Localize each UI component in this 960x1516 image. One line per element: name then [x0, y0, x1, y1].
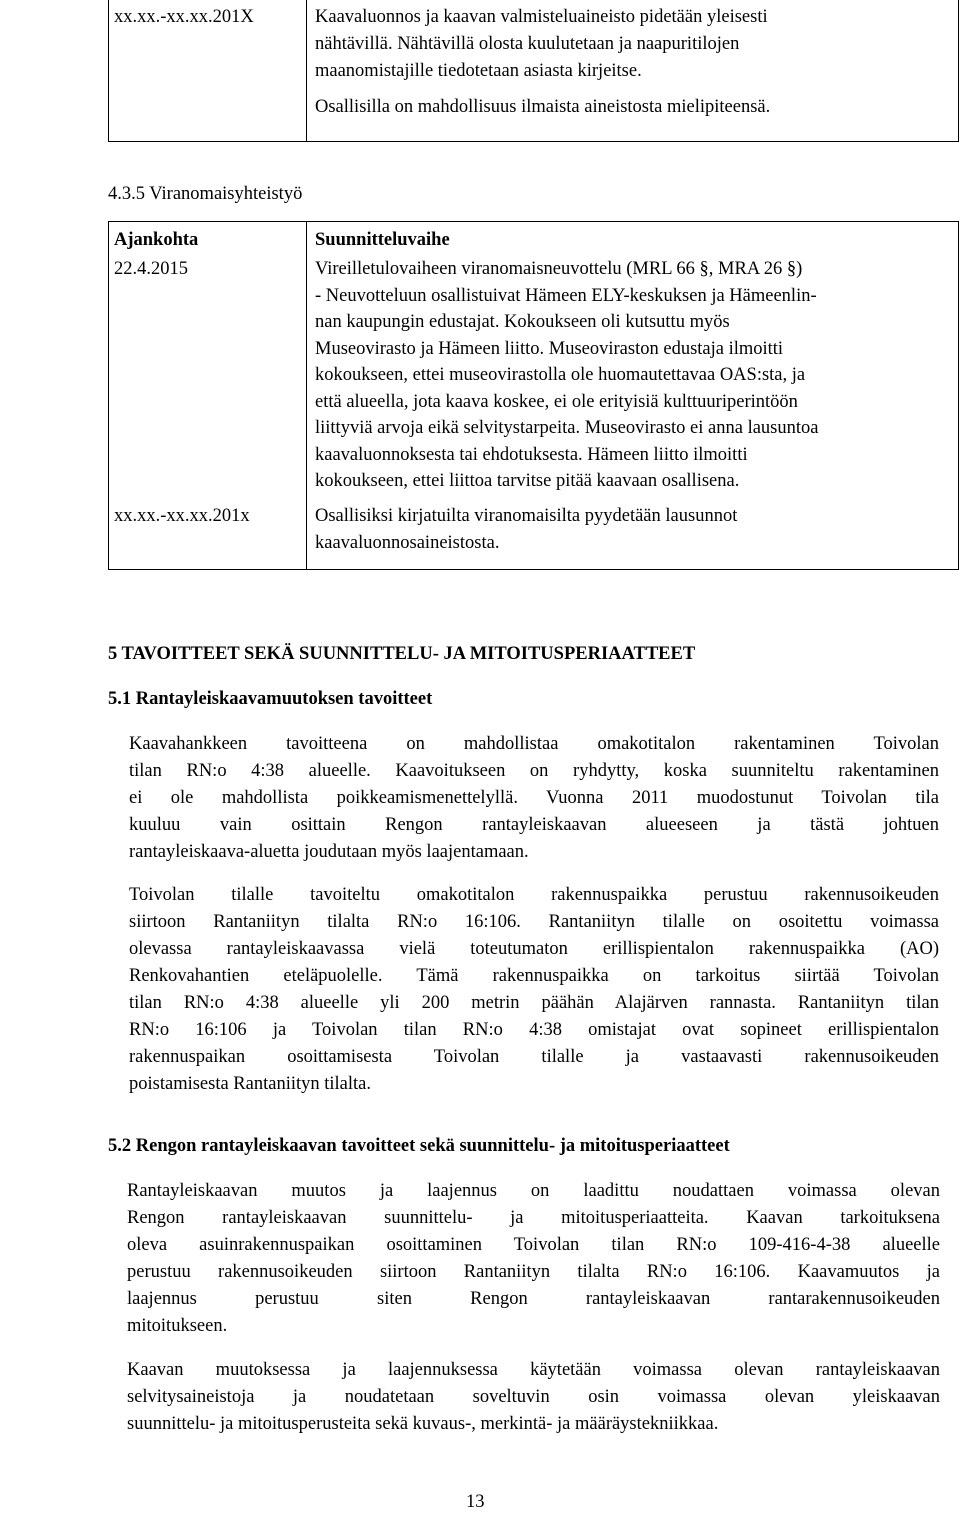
- row2-date: xx.xx.-xx.xx.201x: [114, 506, 250, 526]
- paragraph-5-1-b: [129, 882, 939, 1098]
- table-divider: [306, 221, 307, 570]
- row1-line: - Neuvotteluun osallistuivat Hämeen ELY-keskuksen ja Hämeenlin-: [315, 286, 817, 306]
- text-line: kuuluu vain osittain Rengon rantayleiskaavan alueeseen ja tästä johtuen: [129, 815, 939, 835]
- section-heading-5-2: 5.2 Rengon rantayleiskaavan tavoitteet sekä suunnittelu- ja mitoitusperiaatteet: [108, 1136, 730, 1156]
- paragraph-5-2-b: [127, 1357, 940, 1438]
- text-line: perustuu rakennusoikeuden siirtoon Rantaniityn tilalta RN:o 16:106. Kaavamuutos ja: [127, 1262, 940, 1282]
- row1-date: 22.4.2015: [114, 259, 188, 279]
- row1-line: kokoukseen, ettei liittoa tarvitse pitää kaavaan osallisena.: [315, 471, 740, 491]
- text-line: Rantayleiskaavan muutos ja laajennus on laadittu noudattaen voimassa olevan: [127, 1181, 940, 1201]
- text-line: Kaavahankkeen tavoitteena on mahdollistaa omakotitalon rakentaminen Toivolan: [129, 734, 939, 754]
- text-line: poistamisesta Rantaniityn tilalta.: [129, 1074, 371, 1094]
- text-line: laajennus perustuu siten Rengon rantayleiskaavan rantarakennusoikeuden: [127, 1289, 940, 1309]
- row1-line: Vireilletulovaiheen viranomaisneuvottelu (MRL 66 §, MRA 26 §): [315, 259, 803, 279]
- text-line: RN:o 16:106 ja Toivolan tilan RN:o 4:38 omistajat ovat sopineet erillispientalon: [129, 1020, 939, 1040]
- row1-line: liittyviä arvoja eikä selvitystarpeita. Museovirasto ei anna lausuntoa: [315, 418, 819, 438]
- row1-line: kaavaluonnoksesta tai ehdotuksesta. Hämeen liitto ilmoitti: [315, 445, 748, 465]
- row1-line: nan kaupungin edustajat. Kokoukseen oli kutsuttu myös: [315, 312, 730, 332]
- table1-line: Kaavaluonnos ja kaavan valmisteluaineisto pidetään yleisesti: [315, 7, 768, 27]
- paragraph-5-1-a: [129, 731, 939, 866]
- row1-line: että alueella, jota kaava koskee, ei ole erityisiä kulttuuriperintöön: [315, 392, 798, 412]
- text-line: ei ole mahdollista poikkeamismenettelyllä. Vuonna 2011 muodostunut Toivolan tila: [129, 788, 939, 808]
- table1-date: xx.xx.-xx.xx.201X: [114, 7, 254, 27]
- text-line: Rengon rantayleiskaavan suunnittelu- ja mitoitusperiaatteita. Kaavan tarkoituksena: [127, 1208, 940, 1228]
- text-line: selvitysaineistoja ja noudatetaan soveltuvin osin voimassa olevan yleiskaavan: [127, 1387, 940, 1407]
- table1-line: Osallisilla on mahdollisuus ilmaista aineistosta mielipiteensä.: [315, 97, 771, 117]
- row1-line: Museovirasto ja Hämeen liitto. Museoviraston edustaja ilmoitti: [315, 339, 784, 359]
- text-line: Renkovahantien eteläpuolelle. Tämä rakennuspaikka on tarkoitus siirtää Toivolan: [129, 966, 939, 986]
- text-line: mitoitukseen.: [127, 1316, 228, 1336]
- text-line: Kaavan muutoksessa ja laajennuksessa käytetään voimassa olevan rantayleiskaavan: [127, 1360, 940, 1380]
- section-heading-4-3-5: 4.3.5 Viranomaisyhteistyö: [108, 184, 303, 204]
- text-line: suunnittelu- ja mitoitusperusteita sekä kuvaus-, merkintä- ja määräystekniikkaa.: [127, 1414, 719, 1434]
- text-line: tilan RN:o 4:38 alueelle. Kaavoitukseen on ryhdytty, koska suunniteltu rakentaminen: [129, 761, 939, 781]
- row1-line: kokoukseen, ettei museovirastolla ole huomautettavaa OAS:sta, ja: [315, 365, 806, 385]
- column-header-date: Ajankohta: [114, 230, 199, 250]
- table1-line: maanomistajille tiedotetaan asiasta kirjeitse.: [315, 61, 642, 81]
- row2-line: Osallisiksi kirjatuilta viranomaisilta pyydetään lausunnot: [315, 506, 738, 526]
- page-number: 13: [466, 1492, 485, 1512]
- text-line: rakennuspaikan osoittamisesta Toivolan tilalle ja vastaavasti rakennusoikeuden: [129, 1047, 939, 1067]
- row2-line: kaavaluonnosaineistosta.: [315, 533, 500, 553]
- paragraph-5-2-a: [127, 1178, 940, 1340]
- section-heading-5: 5 TAVOITTEET SEKÄ SUUNNITTELU- JA MITOITUSPERIAATTEET: [108, 644, 696, 664]
- column-header-phase: Suunnitteluvaihe: [315, 230, 450, 250]
- text-line: oleva asuinrakennuspaikan osoittaminen Toivolan tilan RN:o 109-416-4-38 alueelle: [127, 1235, 940, 1255]
- text-line: siirtoon Rantaniityn tilalta RN:o 16:106. Rantaniityn tilalle on osoitettu voimassa: [129, 912, 939, 932]
- text-line: olevassa rantayleiskaavassa vielä toteutumaton erillispientalon rakennuspaikka (AO): [129, 939, 939, 959]
- text-line: Toivolan tilalle tavoiteltu omakotitalon rakennuspaikka perustuu rakennusoikeuden: [129, 885, 939, 905]
- table-divider: [306, 0, 307, 142]
- section-heading-5-1: 5.1 Rantayleiskaavamuutoksen tavoitteet: [108, 689, 433, 709]
- text-line: rantayleiskaava-aluetta joudutaan myös laajentamaan.: [129, 842, 529, 862]
- table1-line: nähtävillä. Nähtävillä olosta kuulutetaan ja naapuritilojen: [315, 34, 740, 54]
- text-line: tilan RN:o 4:38 alueelle yli 200 metrin päähän Alajärven rannasta. Rantaniityn tilan: [129, 993, 939, 1013]
